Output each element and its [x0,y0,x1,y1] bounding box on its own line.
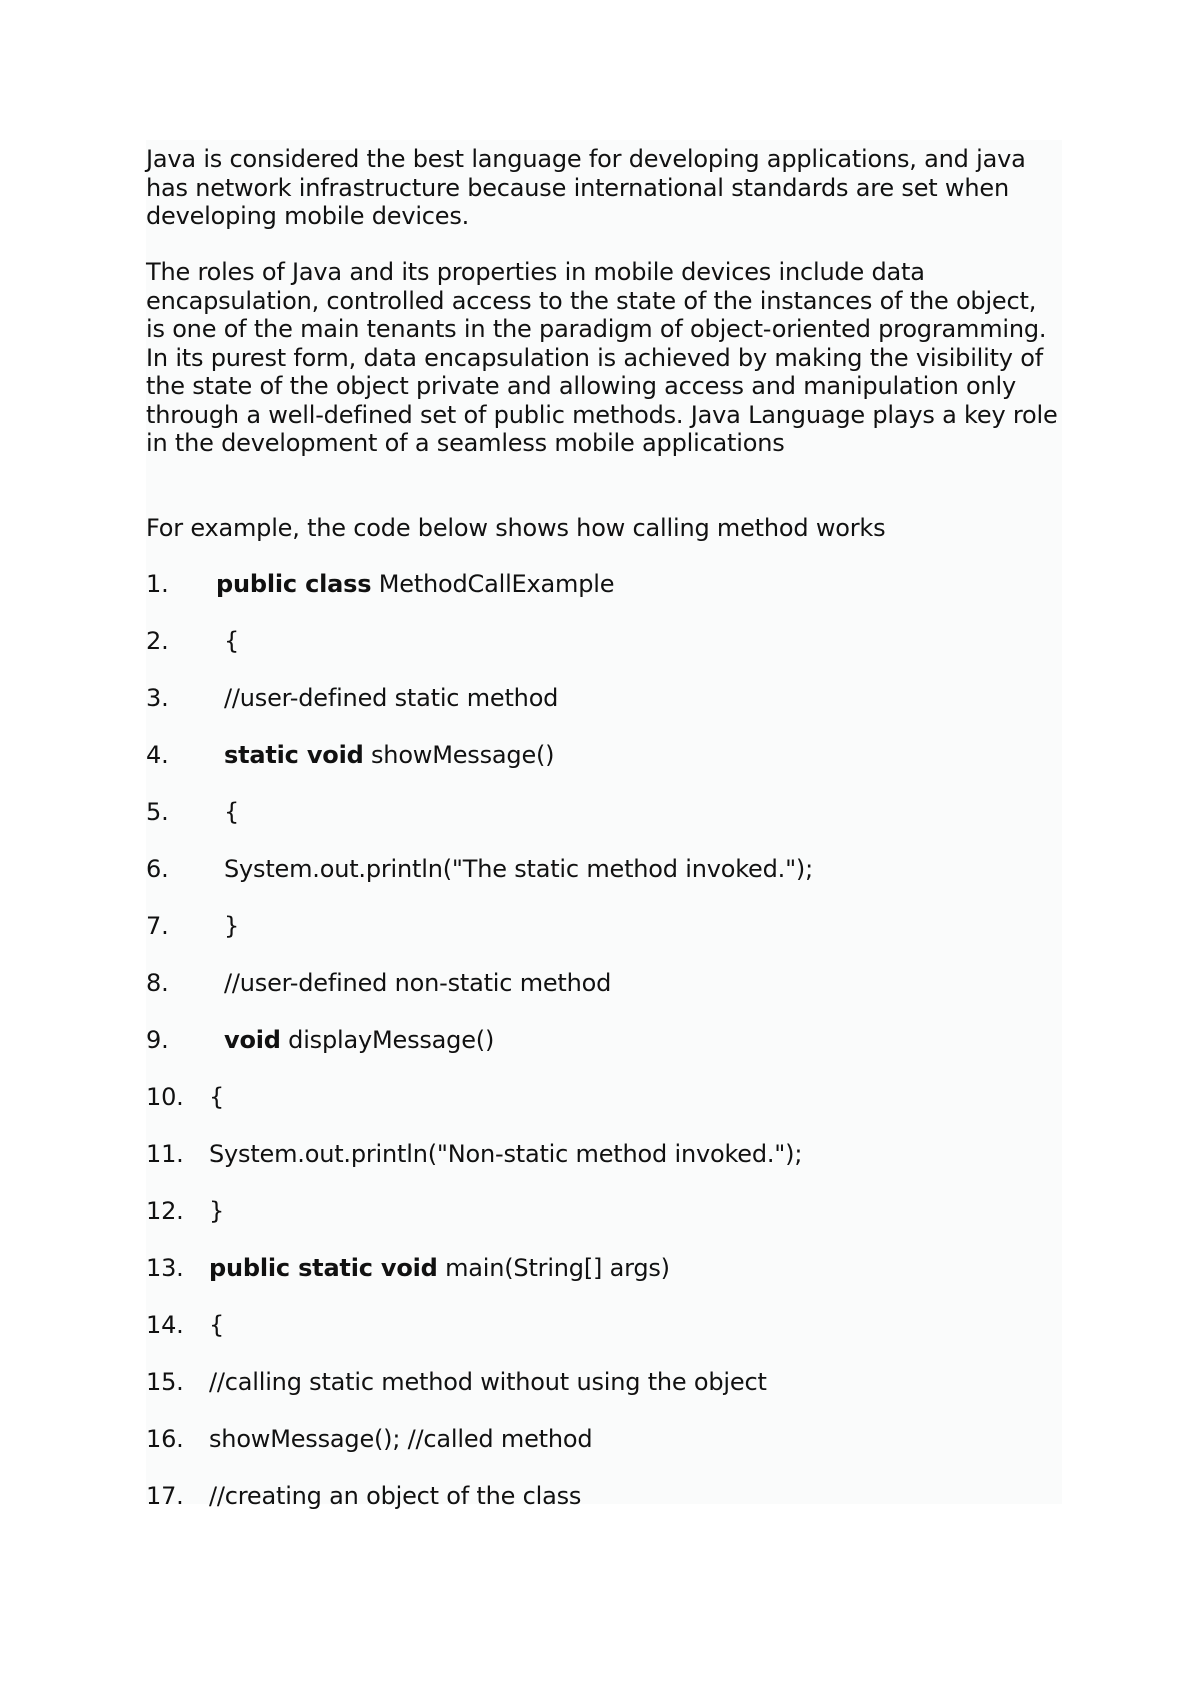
line-number: 5. [146,798,169,826]
code-text: //calling static method without using the object [209,1368,767,1396]
code-text: main(String[] args) [437,1254,670,1282]
line-number: 4. [146,741,169,769]
code-line [146,1140,1062,1197]
line-text [224,1026,494,1055]
paragraph-intro: Java is considered the best language for developing applications, and java has network infrastructure because international standards are set when developing mobile devices. [146,145,1026,230]
paragraph-roles: The roles of Java and its properties in mobile devices include data encapsulation, controlled access to the state of the instances of the object, is one of the main tenants in the paradigm of object-oriented programming. In its purest form, data encapsulation is achieved by making the visibility of the state of the object private and allowing access and manipulation only through a well-defined set of public methods. Java Language plays a key role in the development of a seamless mobile applications [146,258,1058,457]
line-text [224,969,611,998]
line-text [209,1482,581,1511]
line-number: 16. [146,1425,184,1453]
line-text [224,798,239,827]
code-text: { [224,627,240,655]
line-text [224,855,813,884]
line-number: 14. [146,1311,184,1339]
code-text: showMessage() [363,741,555,769]
code-text: showMessage(); //called method [209,1425,593,1453]
line-number: 10. [146,1083,184,1111]
code-line [146,627,1062,684]
code-line [146,912,1062,969]
line-number: 1. [146,570,169,598]
line-number: 3. [146,684,169,712]
line-text [209,1311,224,1340]
code-line [146,969,1062,1026]
code-text: displayMessage() [280,1026,495,1054]
code-line [146,1083,1062,1140]
code-text: } [209,1197,225,1225]
code-keyword: static void [224,741,364,769]
line-text [209,1140,802,1169]
code-keyword: void [224,1026,281,1054]
line-text [224,684,558,713]
code-keyword: public static void [209,1254,438,1282]
code-text: //user-defined static method [224,684,559,712]
code-listing [146,570,1062,1539]
code-line [146,570,1062,627]
code-text: { [209,1083,225,1111]
code-line [146,855,1062,912]
line-number: 7. [146,912,169,940]
code-line [146,1197,1062,1254]
line-number: 13. [146,1254,184,1282]
line-text [224,627,239,656]
code-line [146,798,1062,855]
code-text: //user-defined non-static method [224,969,612,997]
code-text: MethodCallExample [371,570,615,598]
code-text: System.out.println("The static method invoked."); [224,855,813,883]
line-number: 12. [146,1197,184,1225]
line-number: 15. [146,1368,184,1396]
line-text [209,1254,670,1283]
code-line [146,1254,1062,1311]
code-line [146,684,1062,741]
code-line [146,1368,1062,1425]
paragraph-example: For example, the code below shows how calling method works [146,514,886,542]
code-text: { [209,1311,225,1339]
line-number: 6. [146,855,169,883]
line-text [224,741,554,770]
code-line [146,741,1062,798]
code-text: System.out.println("Non-static method invoked."); [209,1140,803,1168]
line-number: 17. [146,1482,184,1510]
code-text: //creating an object of the class [209,1482,582,1510]
line-number: 11. [146,1140,184,1168]
code-text: { [224,798,240,826]
line-text [209,1197,224,1226]
line-text [224,912,239,941]
line-number: 2. [146,627,169,655]
code-line [146,1482,1062,1539]
line-number: 8. [146,969,169,997]
code-line [146,1425,1062,1482]
line-text [209,1425,592,1454]
line-text [209,1083,224,1112]
line-number: 9. [146,1026,169,1054]
code-text: } [224,912,240,940]
document-page [146,140,1062,1510]
code-keyword: public class [216,570,372,598]
code-line [146,1311,1062,1368]
line-text [209,1368,767,1397]
code-line [146,1026,1062,1083]
line-text [216,570,614,599]
